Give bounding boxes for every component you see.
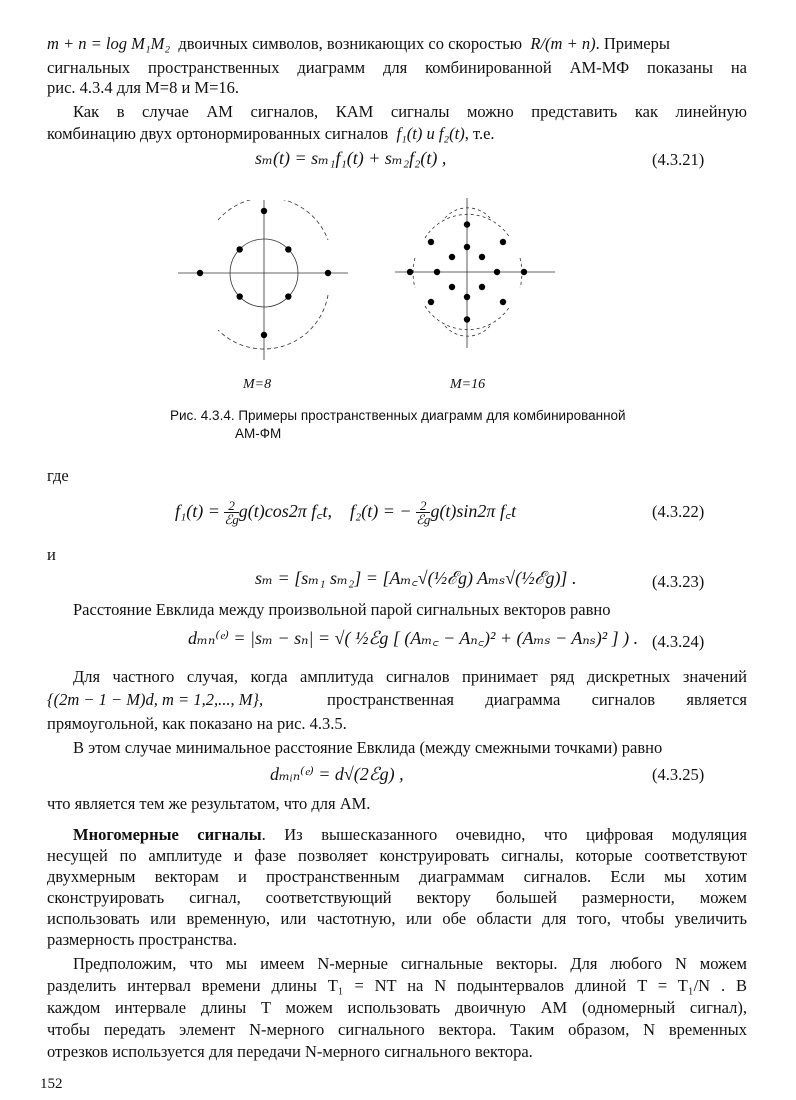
text: ℰg	[416, 512, 431, 528]
inline-math: {(2m − 1 − M)d, m = 1,2,..., M},	[47, 690, 264, 709]
inline-math-1: m + n = log M₁M₂	[47, 34, 171, 53]
fraction	[224, 499, 238, 526]
text-line-p7-5: отрезков используется для передачи N-мерного сигнального вектора.	[47, 1042, 533, 1061]
text-line-p4-1: Для частного случая, когда амплитуда сигналов принимает ряд дискретных значений	[73, 667, 747, 686]
constellation-point	[464, 221, 470, 227]
text: 2	[416, 499, 430, 513]
text: f₁(t) =	[175, 501, 220, 521]
equation-4-3-21: sₘ(t) = sₘ₁f₁(t) + sₘ₂f₂(t) ,	[255, 148, 447, 168]
figure-m8	[178, 200, 348, 360]
equation-number: (4.3.23)	[652, 572, 705, 591]
text: . Примеры	[595, 34, 670, 53]
inline-math-2: R/(m + n)	[530, 34, 596, 53]
text-line-2: сигнальных пространственных диаграмм для комбинированной АМ-МФ показаны на	[47, 58, 747, 77]
equation-number: (4.3.25)	[652, 765, 705, 784]
text: 2	[224, 499, 238, 513]
constellation-point	[500, 239, 506, 245]
text-line-p4-3: прямоугольной, как показано на рис. 4.3.5.	[47, 714, 347, 733]
constellation-point	[197, 270, 203, 276]
equation-4-3-24: dₘₙ⁽ᵉ⁾ = |sₘ − sₙ| = √( ½ℰg [ (Aₘ꜀ − Aₙ꜀)² + (Aₘₛ − Aₙₛ)² ] ) .	[188, 628, 639, 648]
constellation-point	[494, 269, 500, 275]
word-where: где	[47, 466, 69, 485]
figure-caption-line-2: АМ-ФМ	[235, 426, 282, 441]
text-line-p6-3: двухмерным векторам и пространственным диаграммам сигналов. Если мы хотим	[47, 867, 747, 886]
constellation-point	[521, 269, 527, 275]
constellation-point	[325, 270, 331, 276]
page-number: 152	[40, 1076, 63, 1092]
constellation-point	[479, 254, 485, 260]
constellation-point	[407, 269, 413, 275]
constellation-point	[500, 299, 506, 305]
text-line-1	[47, 34, 747, 54]
equation-4-3-22	[175, 498, 516, 526]
constellation-point	[479, 284, 485, 290]
text-line-p6-4: сконструировать сигнал, соответствующий вектору большей размерности, можем	[47, 888, 747, 907]
constellation-point	[236, 246, 242, 252]
text-line-4: Как в случае АМ сигналов, КАМ сигналы можно представить как линейную	[73, 102, 747, 121]
text: g(t)sin2π f꜀t	[430, 501, 517, 521]
constellation-point	[464, 244, 470, 250]
equation-number: (4.3.24)	[652, 632, 705, 651]
constellation-point	[464, 294, 470, 300]
constellation-point	[236, 293, 242, 299]
text-line-p6-1	[73, 825, 747, 845]
text-line-p5-end: что является тем же результатом, что для АМ.	[47, 794, 371, 813]
constellation-point	[428, 239, 434, 245]
constellation-point	[428, 299, 434, 305]
text: g(t)cos2π f꜀t,	[238, 501, 333, 521]
text-line-p7-2: разделить интервал времени длины T₁ = NT на N подынтервалов длиной T = T₁/N . В	[47, 976, 747, 995]
text: , т.е.	[464, 124, 495, 143]
text-line-3: рис. 4.3.4 для М=8 и М=16.	[47, 78, 240, 97]
constellation-point	[434, 269, 440, 275]
text: двоичных символов, возникающих со скоростью	[178, 34, 523, 53]
figure-label-m16: M=16	[450, 377, 486, 392]
constellation-point	[285, 246, 291, 252]
text-line-p7-1: Предположим, что мы имеем N-мерные сигнальные векторы. Для любого N можем	[73, 954, 747, 973]
figure-m16	[395, 198, 555, 348]
equation-number: (4.3.22)	[652, 502, 705, 521]
figure-caption-line-1: Рис. 4.3.4. Примеры пространственных диаграмм для комбинированной	[170, 408, 626, 423]
constellation-point	[449, 284, 455, 290]
text-line-p6-6: размерность пространства.	[47, 930, 237, 949]
constellation-point	[261, 332, 267, 338]
text: ℰg	[224, 512, 239, 528]
text-line-p6-2: несущей по амплитуде и фазе позволяет конструировать сигналы, которые соответствуют	[47, 846, 747, 865]
text: комбинацию двух ортонормированных сигналов	[47, 124, 389, 143]
equation-4-3-25: dₘᵢₙ⁽ᵉ⁾ = d√(2ℰg) ,	[270, 764, 404, 784]
text: . Из вышесказанного очевидно, что цифровая модуляция	[261, 825, 747, 844]
equation-4-3-23: sₘ = [sₘ₁ sₘ₂] = [Aₘ꜀√(½ℰg) Aₘₛ√(½ℰg)] .	[255, 568, 577, 588]
text: f₂(t) = −	[350, 501, 412, 521]
text: пространственная диаграмма сигналов является	[327, 690, 747, 709]
text-line-p7-3: каждом интервале длины T можем использовать двоичную АМ (одномерный сигнал),	[47, 998, 747, 1017]
text-line-p7-4: чтобы передать элемент N-мерного сигнального вектора. Таким образом, N временных	[47, 1020, 747, 1039]
figure-label-m8: M=8	[243, 377, 272, 392]
constellation-point	[261, 208, 267, 214]
text-line-p4-2	[47, 690, 747, 710]
constellation-point	[449, 254, 455, 260]
text-line-p5: В этом случае минимальное расстояние Евклида (между смежными точками) равно	[73, 738, 663, 757]
text-line-5	[47, 124, 495, 144]
equation-number: (4.3.21)	[652, 150, 705, 169]
inline-math: f₁(t) и f₂(t)	[396, 124, 465, 143]
text-line-p6-5: использовать или временную, или частотную, или обе области для того, чтобы увеличить	[47, 909, 747, 928]
text-line-euclid: Расстояние Евклида между произвольной парой сигнальных векторов равно	[73, 600, 611, 619]
constellation-point	[285, 293, 291, 299]
constellation-point	[464, 316, 470, 322]
word-and: и	[47, 545, 56, 564]
heading-inline: Многомерные сигналы	[73, 825, 262, 844]
fraction	[416, 499, 430, 526]
